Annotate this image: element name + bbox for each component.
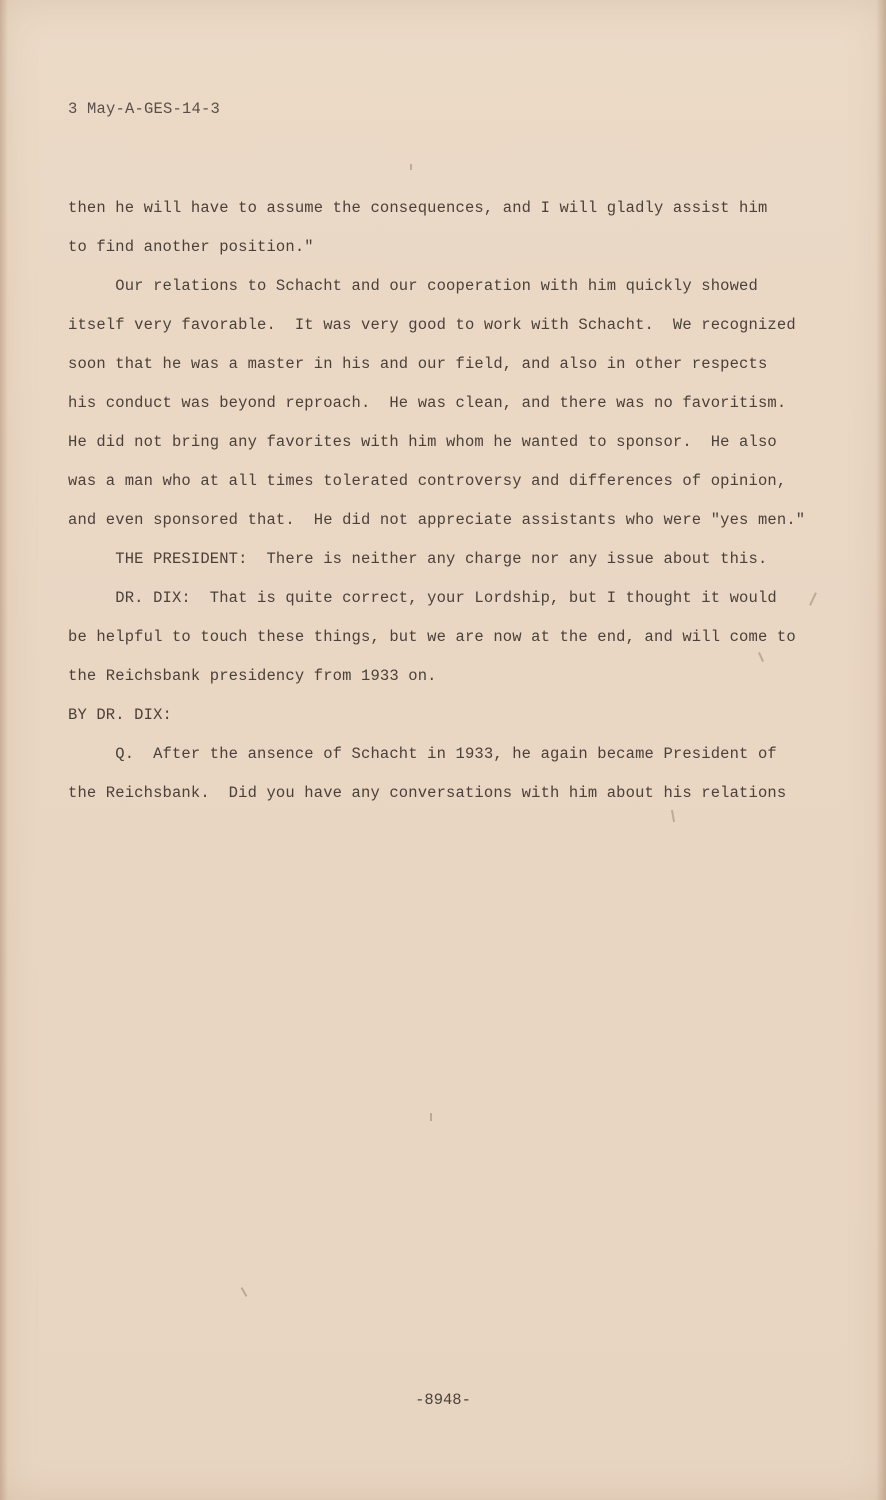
paper-mark bbox=[671, 810, 675, 822]
page-edge-left bbox=[0, 0, 8, 1500]
page-number: -8948- bbox=[415, 1391, 471, 1409]
text-line: the Reichsbank presidency from 1933 on. bbox=[68, 667, 437, 685]
text-line: his conduct was beyond reproach. He was clean, and there was no favoritism. bbox=[68, 394, 787, 412]
text-line: Our relations to Schacht and our cooperation with him quickly showed bbox=[68, 277, 758, 295]
paper-mark bbox=[410, 164, 412, 170]
text-line: soon that he was a master in his and our field, and also in other respects bbox=[68, 355, 768, 373]
text-line: itself very favorable. It was very good to work with Schacht. We recognized bbox=[68, 316, 796, 334]
text-line: He did not bring any favorites with him whom he wanted to sponsor. He also bbox=[68, 433, 777, 451]
paper-mark bbox=[809, 592, 817, 606]
paper-mark bbox=[430, 1113, 432, 1121]
text-line: THE PRESIDENT: There is neither any charge nor any issue about this. bbox=[68, 550, 768, 568]
text-line: Q. After the ansence of Schacht in 1933, he again became President of bbox=[68, 745, 777, 763]
page-edge-right bbox=[876, 0, 886, 1500]
text-line: was a man who at all times tolerated controversy and differences of opinion, bbox=[68, 472, 787, 490]
paper-mark bbox=[758, 652, 764, 662]
paper-mark bbox=[241, 1287, 248, 1297]
text-line: be helpful to touch these things, but we are now at the end, and will come to bbox=[68, 628, 796, 646]
document-header-code: 3 May-A-GES-14-3 bbox=[68, 100, 221, 118]
text-line: to find another position." bbox=[68, 238, 314, 256]
text-line: then he will have to assume the consequences, and I will gladly assist him bbox=[68, 199, 768, 217]
text-line: DR. DIX: That is quite correct, your Lordship, but I thought it would bbox=[68, 589, 777, 607]
text-line: the Reichsbank. Did you have any conversations with him about his relations bbox=[68, 784, 787, 802]
text-line: BY DR. DIX: bbox=[68, 706, 172, 724]
text-line: and even sponsored that. He did not appreciate assistants who were "yes men." bbox=[68, 511, 806, 529]
